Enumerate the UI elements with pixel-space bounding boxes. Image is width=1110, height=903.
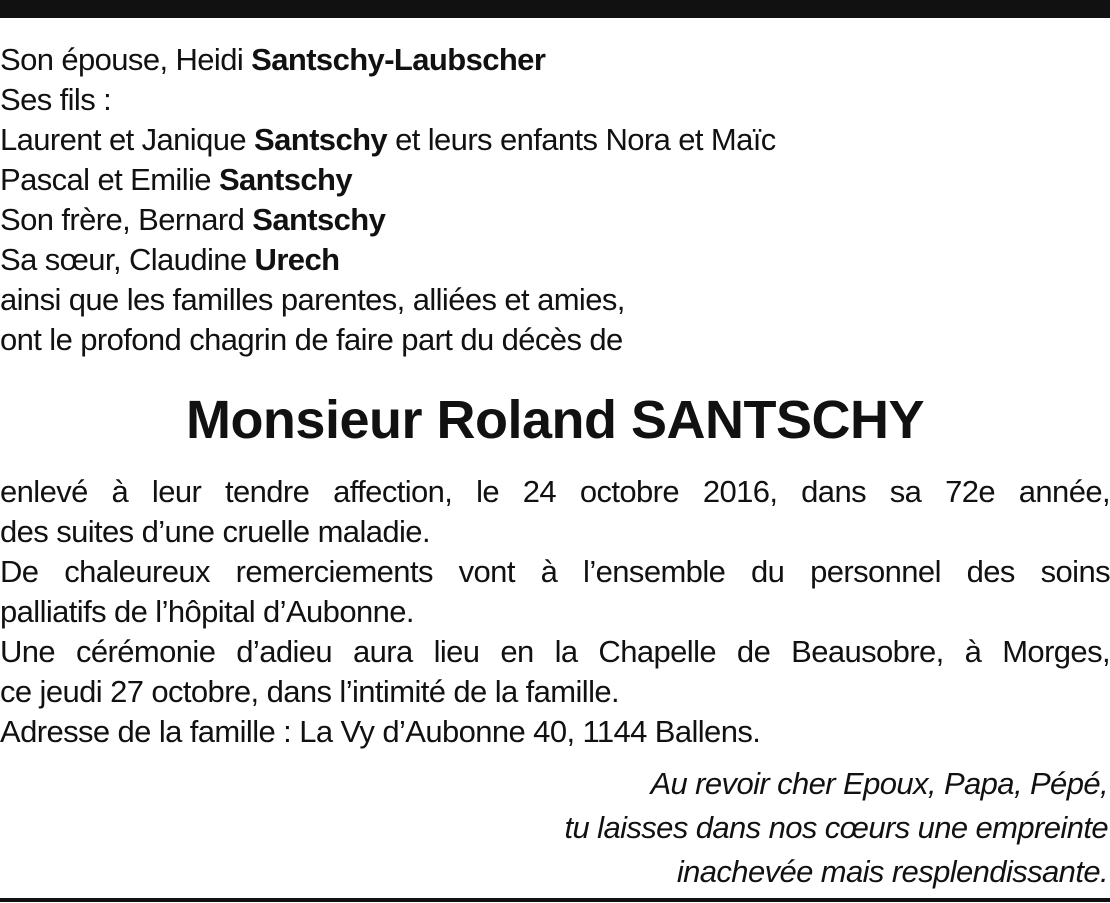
body-line: palliatifs de l’hôpital d’Aubonne. [0,594,414,629]
family-surname: Urech [254,242,340,277]
farewell-line: inachevée mais resplendissante. [676,854,1108,889]
body-line: Une cérémonie d’adieu aura lieu en la Chapelle de Beausobre, à Morges, [0,634,1110,669]
family-line-son-laurent: Laurent et Janique Santschy et leurs enfants Nora et Maïc [0,122,776,157]
family-line-brother: Son frère, Bernard Santschy [0,202,386,237]
bottom-rule [0,898,1110,902]
body-line: des suites d’une cruelle maladie. [0,514,430,549]
family-surname: Santschy [252,202,386,237]
family-line-spouse: Son épouse, Heidi Santschy-Laubscher [0,42,546,77]
body-line: ce jeudi 27 octobre, dans l’intimité de la famille. [0,674,620,709]
body-line: enlevé à leur tendre affection, le 24 octobre 2016, dans sa 72e année, [0,474,1110,509]
family-surname: Santschy-Laubscher [251,42,546,77]
family-line-sons-heading: Ses fils : [0,82,112,117]
deceased-name: Monsieur Roland SANTSCHY [185,390,925,450]
notice-body [0,472,1110,752]
family-surname: Santschy [254,122,388,157]
family-line-announcement: ont le profond chagrin de faire part du décès de [0,322,623,357]
top-rule [0,0,1110,18]
farewell-message [565,762,1109,894]
family-line-son-pascal: Pascal et Emilie Santschy [0,162,352,197]
body-line: De chaleureux remerciements vont à l’ensemble du personnel des soins [0,554,1110,589]
farewell-line: Au revoir cher Epoux, Papa, Pépé, [650,766,1108,801]
family-line-sister: Sa sœur, Claudine Urech [0,242,340,277]
family-surname: Santschy [218,162,352,197]
family-list [0,40,1110,360]
family-line-relatives: ainsi que les familles parentes, alliées et amies, [0,282,625,317]
farewell-line: tu laisses dans nos cœurs une empreinte [564,810,1108,845]
body-line: Adresse de la famille : La Vy d’Aubonne 40, 1144 Ballens. [0,714,761,749]
